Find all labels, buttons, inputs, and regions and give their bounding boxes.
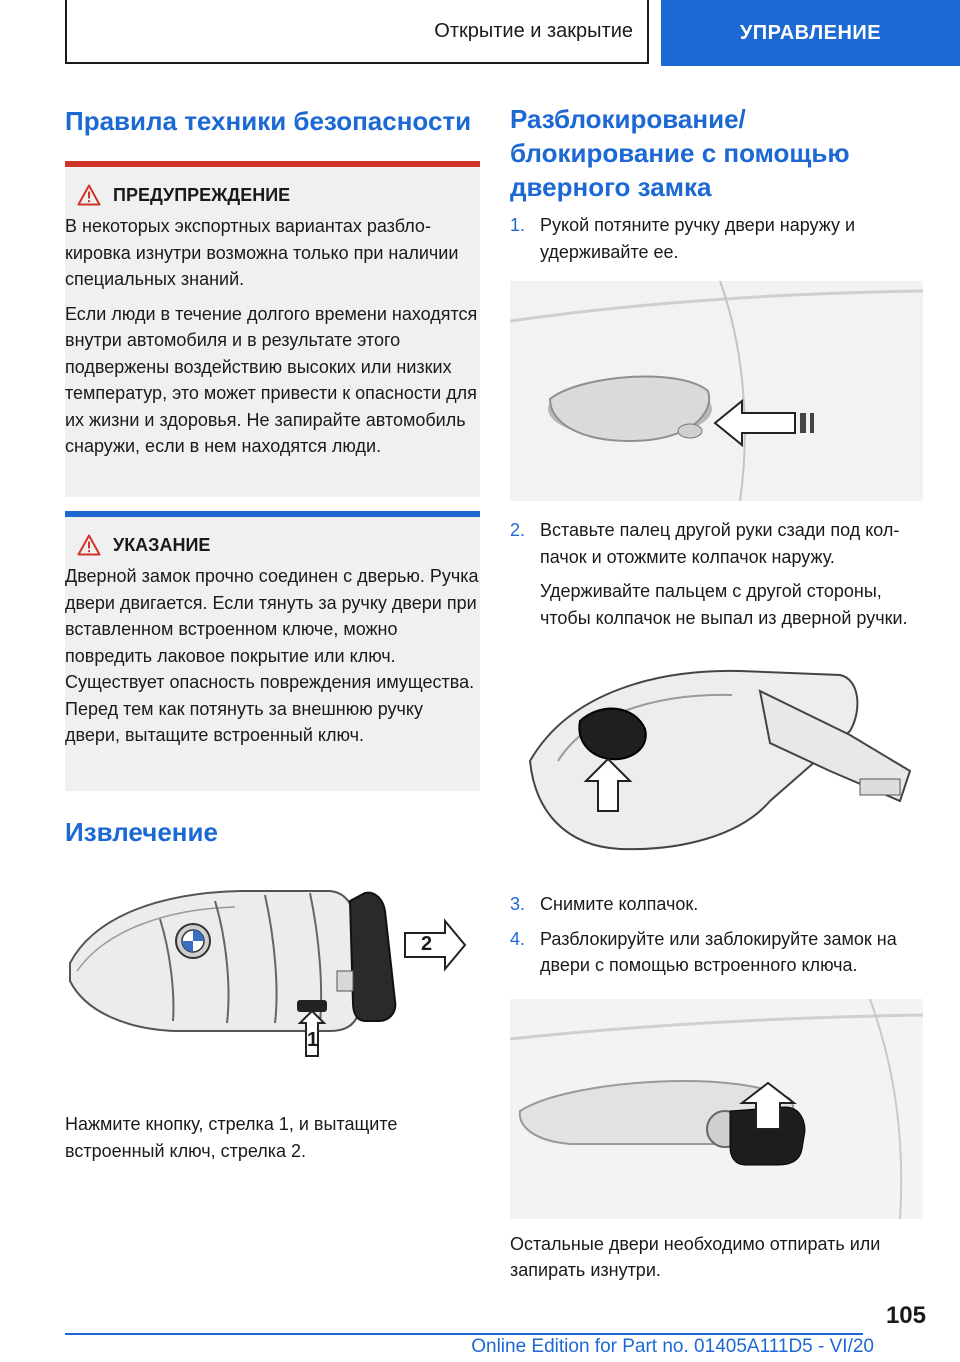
step-4-text: Разблокируйте или заблокируйте замок на двери с помощью встроенного ключа. — [540, 928, 897, 975]
step-1-number: 1. — [510, 215, 526, 235]
footer-rule — [65, 1333, 863, 1335]
arrow-label-2: 2 — [421, 933, 433, 955]
notice-label: УКАЗАНИЕ — [113, 534, 211, 555]
notice-triangle-icon — [77, 534, 101, 556]
key-removal-caption: Нажмите кнопку, стрелка 1, и вытащите встроенный ключ, стрелка 2. — [65, 1114, 398, 1161]
step-2-text: Вставьте палец другой руки сзади под колпачок и отожмите колпачок наружу. — [540, 520, 900, 567]
notice-paragraph-1: Дверной замок прочно соединен с дверью. Ручка двери двигается. Если тянуть за ручку двери при вставленном встроенном ключе, можно повредить лаковое покрытие или ключ. Существует опасность повреждения имущества. Перед тем как потянуть за внешнюю ручку двери, вытащите встроенный ключ. — [65, 566, 479, 745]
step-3-text: Снимите колпачок. — [540, 894, 699, 914]
removal-heading: Извлечение — [65, 817, 218, 847]
step-1 — [510, 212, 923, 265]
section-title: Открытие и закрытие — [434, 19, 633, 42]
warning-triangle-icon — [77, 184, 101, 206]
door-handle-photo — [510, 281, 923, 501]
notice-box — [65, 511, 480, 791]
door-lock-heading-line-3: дверного замка — [510, 172, 712, 202]
warning-header — [73, 181, 480, 209]
warning-box — [65, 161, 480, 497]
step-4 — [510, 926, 923, 979]
step-1-text: Рукой потяните ручку двери наружу и удерживайте ее. — [540, 215, 856, 262]
step-2-subtext: Удерживайте пальцем с другой стороны, чтобы колпачок не выпал из дверной ручки. — [540, 581, 908, 628]
warning-paragraph-2: Если люди в течение долгого времени находятся внутри автомобиля и в результате этого подвержены воздействию высоких или низких температур, это может привести к опасности для их жизни и здоровья. Не запирайте автомобиль снаружи, если в нем находятся люди. — [65, 303, 478, 456]
chapter-title: УПРАВЛЕНИЕ — [739, 21, 882, 44]
step-3-number: 3. — [510, 894, 526, 914]
page-number: 105 — [885, 1302, 926, 1329]
running-header-section — [65, 0, 649, 64]
cap-removal-figure — [510, 651, 923, 871]
notice-header — [73, 531, 480, 559]
right-column — [510, 88, 923, 1284]
warning-label: ПРЕДУПРЕЖДЕНИЕ — [113, 184, 291, 205]
safety-heading: Правила техники безопасности — [65, 106, 472, 136]
warning-paragraph-1: В некоторых экспортных вариантах разблокировка изнутри возможна только при наличии специальных знаний. — [65, 216, 459, 289]
closing-note: Остальные двери необходимо отпирать или запирать изнутри. — [510, 1233, 881, 1280]
step-4-number: 4. — [510, 928, 526, 949]
door-lock-heading-line-2: блокирование с помощью — [510, 138, 850, 168]
arrow-label-1: 1 — [307, 1029, 319, 1051]
key-removal-figure — [65, 871, 480, 1071]
step-2 — [510, 517, 923, 570]
step-2-number: 2. — [510, 520, 526, 540]
door-lock-heading-line-1: Разблокирование/ — [510, 104, 746, 134]
door-lock-heading — [510, 102, 923, 204]
step-3 — [510, 891, 923, 918]
running-header-chapter — [661, 0, 960, 66]
left-column — [65, 88, 480, 1164]
key-in-lock-photo — [510, 999, 923, 1219]
footer-edition: Online Edition for Part no. 01405A111D5 - VI/20 — [471, 1336, 874, 1357]
